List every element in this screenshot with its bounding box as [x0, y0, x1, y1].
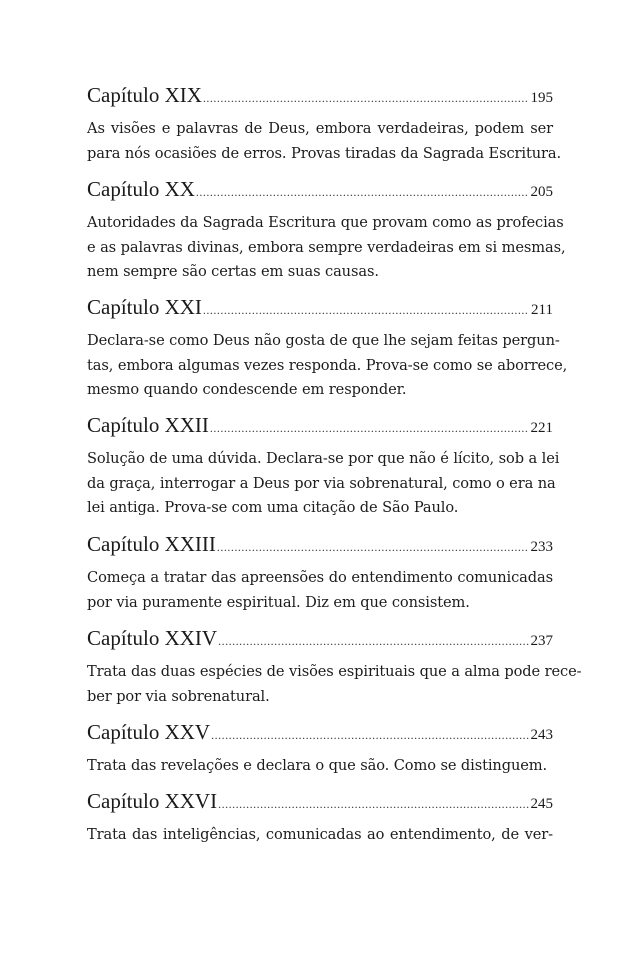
- summary-line: Solução de uma dúvida. Declara-se por que não é lícito, sob a lei: [87, 450, 560, 467]
- chapter-heading: [87, 412, 553, 438]
- chapter-summary: [87, 660, 582, 709]
- toc-entry-xxii: [87, 412, 560, 531]
- chapter-heading: [87, 294, 553, 320]
- summary-line: tas, embora algumas vezes responda. Prova-se como se aborrece,: [87, 356, 568, 374]
- chapter-title: Capítulo XXVI: [87, 789, 218, 813]
- summary-line: nem sempre são certas em suas causas.: [87, 263, 379, 280]
- summary-line: Declara-se como Deus não gosta de que lhe sejam feitas pergun-: [87, 332, 560, 349]
- page-number: 221: [530, 420, 553, 436]
- chapter-summary: [87, 754, 553, 779]
- chapter-title: Capítulo XIX: [87, 83, 202, 107]
- chapter-heading: [87, 82, 553, 108]
- chapter-heading: [87, 719, 553, 745]
- toc-entry-xxv: [87, 719, 553, 788]
- summary-line: por via puramente espiritual. Diz em que consistem.: [87, 593, 470, 611]
- chapter-heading: [87, 788, 553, 814]
- dot-leader: [217, 534, 529, 560]
- page-number: 233: [530, 539, 553, 555]
- chapter-title: Capítulo XXV: [87, 720, 211, 744]
- summary-line: As visões e palavras de Deus, embora verdadeiras, podem ser: [87, 120, 553, 137]
- toc-entry-xxiv: [87, 625, 582, 719]
- page-number: 237: [530, 633, 553, 649]
- toc-entry-xx: [87, 176, 566, 294]
- dot-leader: [211, 722, 528, 748]
- summary-line: Começa a tratar das apreensões do entendimento comunicadas: [87, 569, 553, 586]
- page-number: 211: [531, 302, 553, 318]
- chapter-summary: [87, 329, 568, 403]
- chapter-title: Capítulo XXIV: [87, 626, 218, 650]
- chapter-summary: [87, 117, 562, 166]
- dot-leader: [210, 415, 529, 441]
- chapter-summary: [87, 447, 560, 521]
- summary-line: Trata das revelações e declara o que são. Como se distinguem.: [87, 757, 548, 774]
- chapter-summary: [87, 211, 566, 285]
- chapter-title: Capítulo XXI: [87, 295, 202, 319]
- dot-leader: [203, 297, 529, 323]
- summary-line: Trata das duas espécies de visões espirituais que a alma pode rece-: [87, 663, 582, 680]
- chapter-heading: [87, 625, 553, 651]
- chapter-heading: [87, 176, 553, 202]
- toc-entry-xxi: [87, 294, 568, 412]
- chapter-title: Capítulo XXII: [87, 413, 209, 437]
- summary-line: Autoridades da Sagrada Escritura que provam como as profecias: [87, 214, 564, 231]
- chapter-summary: [87, 823, 553, 848]
- chapter-title: Capítulo XX: [87, 177, 195, 201]
- page-number: 195: [530, 90, 553, 106]
- toc-entry-xxvi: [87, 788, 553, 848]
- page-number: 205: [530, 184, 553, 200]
- chapter-summary: [87, 566, 553, 615]
- summary-line: ber por via sobrenatural.: [87, 687, 270, 705]
- dot-leader: [196, 179, 529, 205]
- dot-leader: [203, 85, 529, 111]
- page-number: 245: [530, 796, 553, 812]
- summary-line: mesmo quando condescende em responder.: [87, 381, 407, 398]
- chapter-heading: [87, 531, 553, 557]
- toc-entry-xxiii: [87, 531, 553, 625]
- table-of-contents: [87, 82, 582, 848]
- chapter-title: Capítulo XXIII: [87, 532, 216, 556]
- toc-entry-xix: [87, 82, 562, 176]
- summary-line: e as palavras divinas, embora sempre verdadeiras em si mesmas,: [87, 238, 566, 256]
- dot-leader: [218, 628, 528, 654]
- summary-line: Trata das inteligências, comunicadas ao entendimento, de ver-: [87, 826, 553, 843]
- summary-line: lei antiga. Prova-se com uma citação de São Paulo.: [87, 499, 459, 516]
- page-number: 243: [530, 727, 553, 743]
- dot-leader: [218, 791, 528, 817]
- summary-line: da graça, interrogar a Deus por via sobrenatural, como o era na: [87, 474, 556, 492]
- summary-line: para nós ocasiões de erros. Provas tiradas da Sagrada Escritura.: [87, 144, 562, 162]
